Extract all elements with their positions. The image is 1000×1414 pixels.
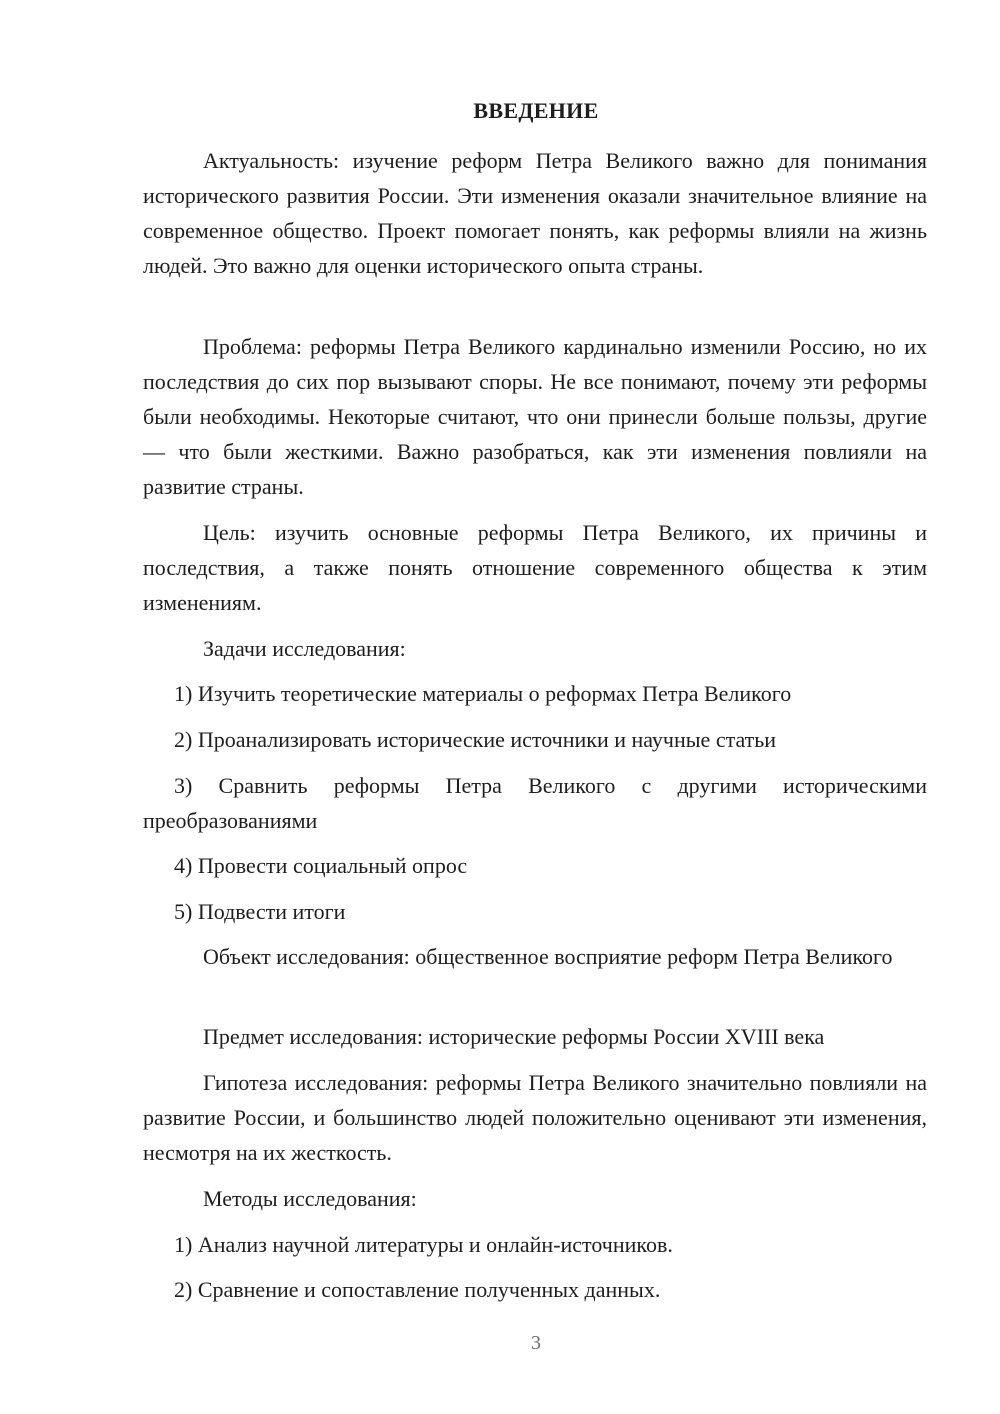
task-item: 2) Проанализировать исторические источники и научные статьи [174, 727, 777, 752]
problem-paragraph: Проблема: реформы Петра Великого кардинально изменили Россию, но их последствия до сих пор вызывают споры. Не все понимают, почему эти реформы были необходимы. Некоторые считают, что они принесли больше пользы, другие — что были жесткими. Важно разобраться, как эти изменения повлияли на развитие страны. [143, 334, 927, 499]
subject-paragraph: Предмет исследования: исторические реформы России XVIII века [203, 1024, 825, 1049]
hypothesis-paragraph: Гипотеза исследования: реформы Петра Великого значительно повлияли на развитие России, и большинство людей положительно оценивают эти изменения, несмотря на их жесткость. [143, 1070, 927, 1165]
method-item: 1) Анализ научной литературы и онлайн-источников. [174, 1232, 673, 1257]
goal-paragraph: Цель: изучить основные реформы Петра Великого, их причины и последствия, а также понять отношение современного общества к этим изменениям. [143, 520, 927, 615]
task-item: 4) Провести социальный опрос [174, 853, 468, 878]
page-title: ВВЕДЕНИЕ [473, 98, 599, 123]
object-paragraph: Объект исследования: общественное восприятие реформ Петра Великого [203, 944, 893, 969]
task-item: 3) Сравнить реформы Петра Великого с другими историческими преобразованиями [143, 773, 927, 833]
task-item: 1) Изучить теоретические материалы о реформах Петра Великого [174, 681, 792, 706]
task-item: 5) Подвести итоги [174, 899, 346, 924]
relevance-paragraph: Актуальность: изучение реформ Петра Великого важно для понимания исторического развития России. Эти изменения оказали значительное влияние на современное общество. Проект помогает понять, как реформы влияли на жизнь людей. Это важно для оценки исторического опыта страны. [143, 148, 927, 278]
method-item: 2) Сравнение и сопоставление полученных данных. [174, 1277, 661, 1302]
page-number: 3 [531, 1332, 541, 1354]
methods-heading: Методы исследования: [203, 1186, 417, 1211]
tasks-heading: Задачи исследования: [203, 636, 406, 661]
